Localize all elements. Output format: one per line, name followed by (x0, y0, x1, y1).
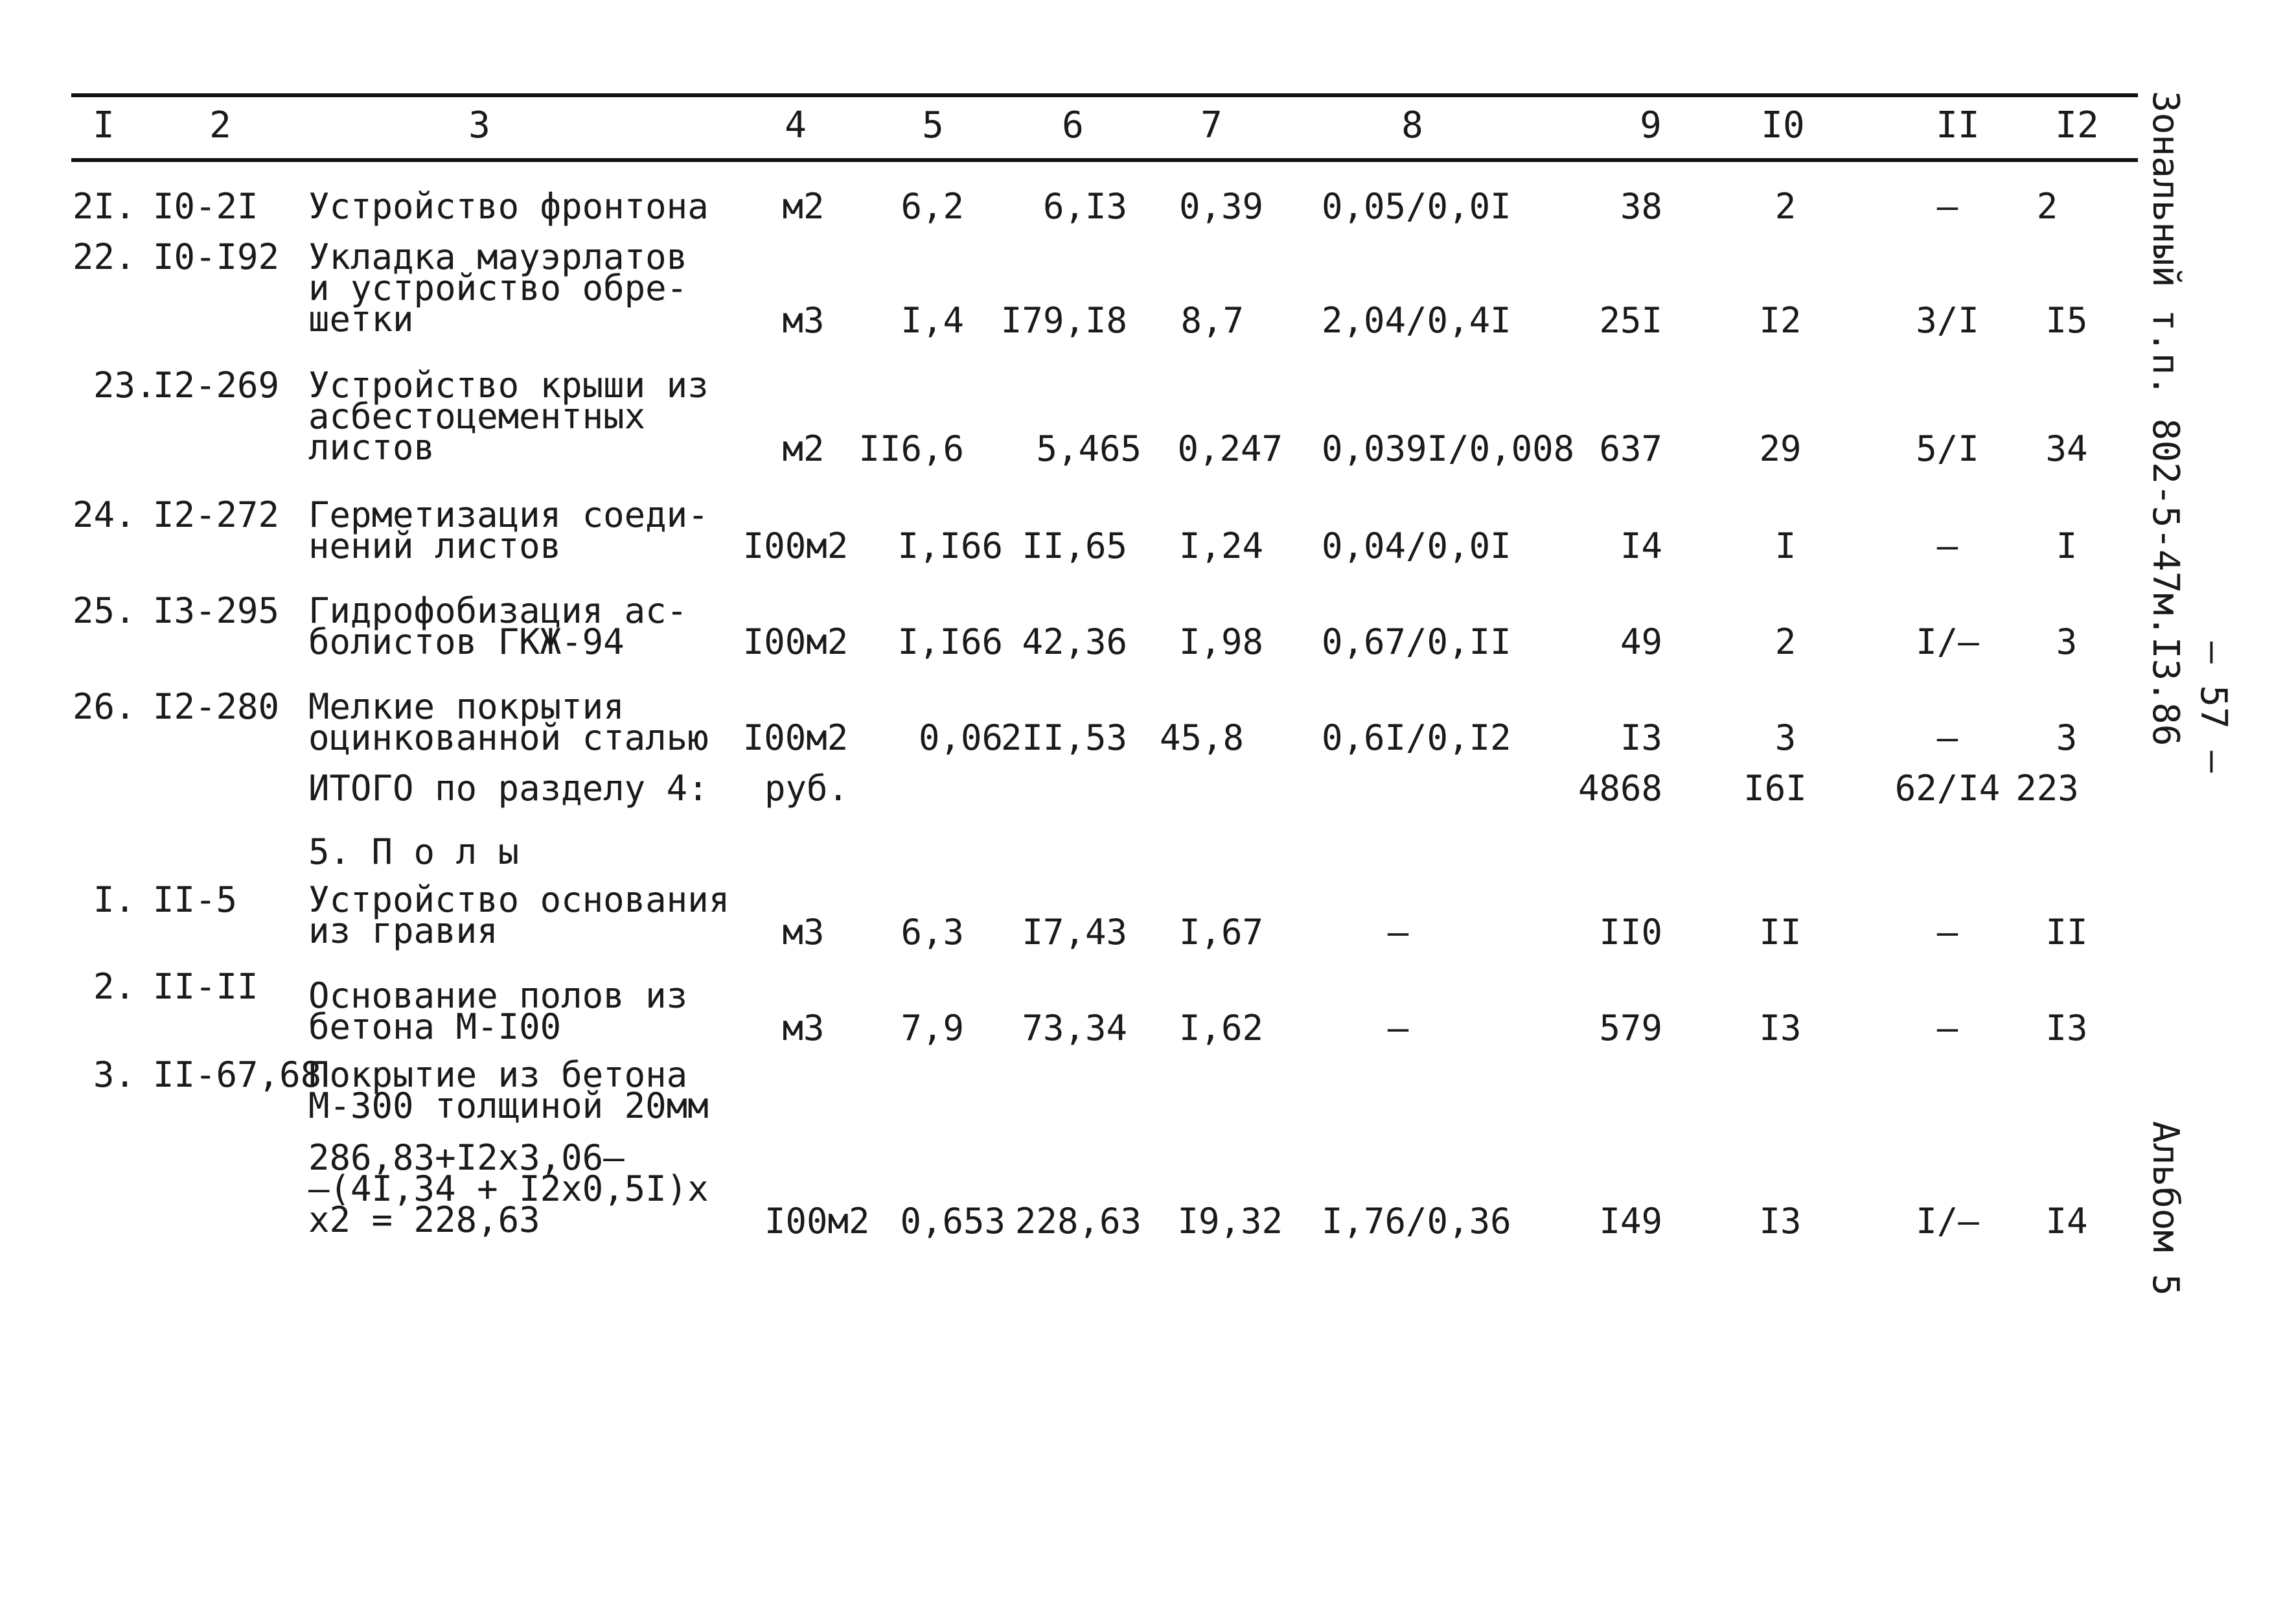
row-col7: 8,7 (1180, 300, 1244, 341)
row-col9: 579 (1599, 1008, 1662, 1048)
row-col12: 3 (2056, 621, 2078, 662)
row-code: II-67,68 (153, 1054, 322, 1095)
row-col5: I,4 (901, 300, 964, 341)
row-col6: 73,34 (1022, 1008, 1127, 1048)
row-unit: м2 (782, 428, 825, 469)
row-unit: I00м2 (742, 526, 849, 566)
row-number: 26. (73, 686, 136, 727)
formula-line: x2 = 228,63 (308, 1199, 540, 1240)
album-label: Альбом 5 (2144, 1121, 2187, 1296)
col-header-9: 9 (1640, 104, 1662, 146)
col-header-3: 3 (468, 104, 490, 146)
total-col9: 4868 (1578, 768, 1662, 809)
row-col10: II (1759, 912, 1802, 953)
row-col6: 6,I3 (1042, 186, 1127, 227)
col-header-5: 5 (922, 104, 944, 146)
row-number: I. (93, 879, 136, 920)
row-col12: 3 (2056, 717, 2078, 758)
col-header-4: 4 (785, 104, 807, 146)
row-code: II-5 (153, 879, 238, 920)
row-col12: II (2045, 912, 2088, 953)
row-col11: – (1936, 912, 1958, 953)
row-col12: 34 (2045, 428, 2088, 469)
row-name-line: Основание полов из (308, 975, 688, 1016)
col-header-8: 8 (1401, 104, 1423, 146)
row-col8: 0,039I/0,008 (1322, 428, 1575, 469)
row-col7: 0,247 (1177, 428, 1283, 469)
row-col8: 0,67/0,II (1322, 621, 1511, 662)
col-header-10: I0 (1761, 104, 1805, 146)
row-col6: I79,I8 (1000, 300, 1127, 341)
row-col7: I,24 (1178, 526, 1263, 566)
row-col8: I,76/0,36 (1322, 1201, 1511, 1242)
row-col9: 38 (1620, 186, 1662, 227)
header-top-rule (71, 93, 2138, 97)
col-header-6: 6 (1062, 104, 1084, 146)
row-col7: 45,8 (1159, 717, 1244, 758)
row-col9: 637 (1599, 428, 1662, 469)
total-col11: 62/I4 (1894, 768, 2001, 809)
col-header-1: I (93, 104, 115, 146)
row-name-line: оцинкованной сталью (308, 717, 709, 758)
row-number: 3. (93, 1054, 136, 1095)
row-name-line: асбестоцементных (308, 396, 646, 437)
row-name-line: листов (308, 427, 435, 468)
row-col11: 3/I (1916, 300, 1979, 341)
row-col12: I4 (2045, 1201, 2088, 1242)
document-reference: Зональный т.п. 802-5-47м.I3.86 (2144, 91, 2187, 746)
formula-line: –(4I,34 + I2x0,5I)x (308, 1168, 709, 1209)
row-name-line: и устройство обре- (308, 268, 688, 308)
row-col5: I,I66 (897, 621, 1003, 662)
row-col9: I49 (1599, 1201, 1662, 1242)
row-unit: I00м2 (764, 1201, 870, 1242)
col-header-2: 2 (209, 104, 231, 146)
row-name-line: Покрытие из бетона (308, 1054, 688, 1095)
col-header-11: II (1936, 104, 1980, 146)
row-col6: 2II,53 (1000, 717, 1127, 758)
row-code: I2-269 (153, 365, 280, 406)
row-col8: 0,04/0,0I (1322, 526, 1511, 566)
row-unit: м3 (782, 1008, 825, 1048)
row-col9: I4 (1620, 526, 1662, 566)
col-header-12: I2 (2055, 104, 2099, 146)
row-col8: – (1387, 1008, 1409, 1048)
row-unit: I00м2 (742, 621, 849, 662)
row-col5: 6,2 (901, 186, 964, 227)
row-number: 2. (93, 966, 136, 1007)
row-col11: – (1936, 1008, 1958, 1048)
row-name-line: нений листов (308, 526, 562, 566)
row-col5: 6,3 (901, 912, 964, 953)
row-unit: м3 (782, 912, 825, 953)
row-name-line: Устройство фронтона (308, 186, 709, 227)
row-col10: 2 (1774, 186, 1797, 227)
row-name-line: болистов ГКЖ-94 (308, 621, 625, 662)
col-header-7: 7 (1200, 104, 1223, 146)
row-unit: м3 (782, 300, 825, 341)
row-unit: I00м2 (742, 717, 849, 758)
row-col5: 0,06 (918, 717, 1003, 758)
row-name-line: Мелкие покрытия (308, 686, 625, 727)
row-col7: I,67 (1178, 912, 1263, 953)
total-label: ИТОГО по разделу 4: (308, 768, 709, 809)
row-number: 25. (73, 590, 136, 631)
row-name-line: Устройство основания (308, 879, 730, 920)
row-col5: 0,653 (900, 1201, 1005, 1242)
row-name-line: Укладка мауэрлатов (308, 237, 688, 277)
row-col7: 0,39 (1178, 186, 1263, 227)
row-col6: 228,63 (1015, 1201, 1142, 1242)
row-code: I2-272 (153, 494, 280, 535)
row-col11: I/– (1916, 1201, 1979, 1242)
row-code: II-II (153, 966, 258, 1007)
row-number: 2I. (73, 186, 136, 227)
row-col8: 0,6I/0,I2 (1322, 717, 1511, 758)
row-col6: 42,36 (1022, 621, 1127, 662)
row-col10: I3 (1759, 1008, 1802, 1048)
header-bottom-rule (71, 158, 2138, 162)
row-col10: 3 (1774, 717, 1797, 758)
row-col9: I3 (1620, 717, 1662, 758)
row-col11: – (1936, 526, 1958, 566)
row-col12: I3 (2045, 1008, 2088, 1048)
row-col6: I7,43 (1022, 912, 1127, 953)
row-col9: 25I (1599, 300, 1662, 341)
row-col9: 49 (1620, 621, 1662, 662)
row-col7: I,98 (1178, 621, 1263, 662)
total-unit: руб. (764, 768, 849, 809)
row-name-line: из гравия (308, 910, 498, 951)
row-number: 24. (73, 494, 136, 535)
row-name-line: Устройство крыши из (308, 365, 709, 406)
total-col12: 223 (2015, 768, 2079, 809)
row-col6: II,65 (1022, 526, 1127, 566)
section-heading: 5. П о л ы (308, 831, 520, 872)
row-col10: I3 (1759, 1201, 1802, 1242)
row-col5: I,I66 (897, 526, 1003, 566)
row-col12: 2 (2036, 186, 2058, 227)
total-col10: I6I (1743, 768, 1807, 809)
row-col5: II6,6 (858, 428, 964, 469)
row-col10: 2 (1774, 621, 1797, 662)
row-col5: 7,9 (901, 1008, 964, 1048)
row-col8: 2,04/0,4I (1322, 300, 1511, 341)
row-name-line: Герметизация соеди- (308, 494, 709, 535)
page-number: – 57 – (2192, 642, 2234, 773)
row-col11: – (1936, 186, 1958, 227)
row-col10: I2 (1759, 300, 1802, 341)
row-code: I2-280 (153, 686, 280, 727)
row-code: I0-2I (153, 186, 258, 227)
row-name-line: бетона М-I00 (308, 1006, 562, 1047)
row-col8: – (1387, 912, 1409, 953)
row-col11: I/– (1916, 621, 1979, 662)
row-col11: – (1936, 717, 1958, 758)
row-col10: I (1774, 526, 1797, 566)
row-unit: м2 (782, 186, 825, 227)
formula-line: 286,83+I2x3,06– (308, 1137, 625, 1178)
row-code: I0-I92 (153, 237, 280, 277)
row-col11: 5/I (1916, 428, 1979, 469)
row-col6: 5,465 (1036, 428, 1142, 469)
row-code: I3-295 (153, 590, 280, 631)
row-col12: I (2056, 526, 2078, 566)
row-col10: 29 (1759, 428, 1802, 469)
row-name-line: Гидрофобизация ас- (308, 590, 688, 631)
row-col8: 0,05/0,0I (1322, 186, 1511, 227)
row-name-line: М-300 толщиной 20мм (308, 1085, 709, 1126)
row-name-line: шетки (308, 299, 414, 340)
row-number: 23. (93, 365, 157, 406)
row-number: 22. (73, 237, 136, 277)
row-col9: II0 (1599, 912, 1662, 953)
row-col12: I5 (2045, 300, 2088, 341)
row-col7: I9,32 (1177, 1201, 1283, 1242)
row-col7: I,62 (1178, 1008, 1263, 1048)
